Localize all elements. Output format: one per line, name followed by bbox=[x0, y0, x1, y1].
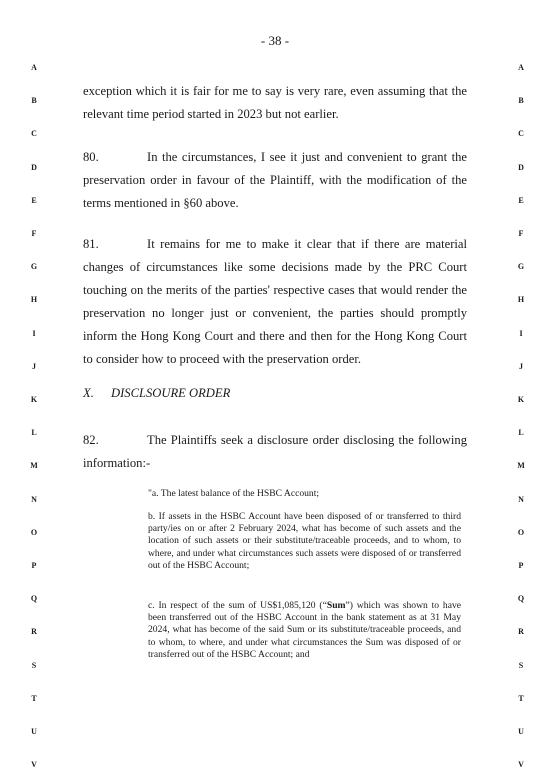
section-heading bbox=[83, 386, 230, 401]
margin-letter-left: R bbox=[31, 627, 37, 636]
margin-letter-left: A bbox=[31, 63, 37, 72]
margin-letter-left: K bbox=[30, 395, 38, 404]
margin-letter-right: L bbox=[518, 428, 524, 437]
margin-letter-left: B bbox=[31, 96, 37, 105]
margin-letter-right: T bbox=[518, 694, 524, 703]
margin-letter-left: V bbox=[31, 760, 37, 769]
margin-letter-left: Q bbox=[30, 594, 38, 603]
paragraph-number: 81. bbox=[83, 237, 99, 251]
margin-letter-right: B bbox=[518, 96, 524, 105]
paragraph-79-continuation: exception which it is fair for me to say is very rare, even assuming that the relevant time period started in 2023 but not earlier. bbox=[83, 84, 467, 121]
margin-letter-right: N bbox=[518, 495, 524, 504]
defined-term-sum: Sum bbox=[326, 600, 346, 611]
quote-item-b: b. If assets in the HSBC Account have been disposed of or transferred to third party/ies on or after 2 February 2024, what has become of such assets and the location of such assets or their substitute/traceable proceeds, and to whom, to where, and under what circumstances such assets were disposed of or transferred out of the HSBC Account; bbox=[148, 511, 461, 571]
margin-letter-right: G bbox=[517, 262, 525, 271]
margin-letter-right: Q bbox=[517, 594, 525, 603]
margin-letter-left: S bbox=[31, 661, 37, 670]
paragraph-text: In the circumstances, I see it just and convenient to grant the preservation order in favour of the Plaintiff, with the modification of the terms mentioned in §60 above. bbox=[83, 150, 467, 210]
section-number: X. bbox=[83, 386, 94, 400]
quote-item-a: "a. The latest balance of the HSBC Account; bbox=[148, 488, 320, 499]
paragraph-number: 82. bbox=[83, 433, 99, 447]
margin-letter-left: L bbox=[31, 428, 37, 437]
paragraph-number: 80. bbox=[83, 150, 99, 164]
paragraph-82 bbox=[83, 429, 467, 475]
margin-letter-left: P bbox=[31, 561, 37, 570]
margin-letter-right: F bbox=[518, 229, 524, 238]
margin-letter-left: J bbox=[32, 362, 36, 371]
margin-letter-right: C bbox=[518, 129, 524, 138]
paragraph-text: The Plaintiffs seek a disclosure order disclosing the following information:- bbox=[83, 433, 467, 470]
margin-letter-left: O bbox=[30, 528, 38, 537]
margin-letter-left: G bbox=[30, 262, 38, 271]
margin-letter-right: S bbox=[518, 661, 524, 670]
section-title: DISCLSOURE ORDER bbox=[111, 386, 231, 400]
margin-letter-right: V bbox=[518, 760, 524, 769]
margin-letter-right: H bbox=[517, 295, 525, 304]
margin-letter-right: D bbox=[518, 163, 524, 172]
margin-letter-left: T bbox=[31, 694, 37, 703]
margin-letter-left: C bbox=[31, 129, 37, 138]
margin-letter-right: U bbox=[518, 727, 524, 736]
margin-letter-left: M bbox=[30, 461, 38, 470]
margin-letter-right: R bbox=[518, 627, 524, 636]
margin-letter-left: E bbox=[31, 196, 37, 205]
quote-c-text-start: c. In respect of the sum of US$1,085,120 (“ bbox=[148, 600, 327, 611]
margin-letter-left: H bbox=[30, 295, 38, 304]
quote-item-c bbox=[148, 600, 461, 661]
margin-letter-left: U bbox=[31, 727, 37, 736]
margin-letter-right: E bbox=[518, 196, 524, 205]
paragraph-text: It remains for me to make it clear that if there are material changes of circumstances like some decisions made by the PRC Court touching on the merits of the parties' respective cases that would render the preservation no longer just or convenient, the parties should promptly inform the Hong Kong Court and there and then for the Hong Kong Court to consider how to proceed with the preservation order. bbox=[83, 237, 467, 366]
page-number: - 38 - bbox=[260, 33, 290, 48]
margin-letter-left: N bbox=[31, 495, 37, 504]
margin-letter-right: J bbox=[519, 362, 523, 371]
margin-letter-right: A bbox=[518, 63, 524, 72]
paragraph-81 bbox=[83, 233, 467, 371]
margin-letter-right: K bbox=[517, 395, 525, 404]
margin-letter-left: D bbox=[31, 163, 37, 172]
margin-letter-right: P bbox=[518, 561, 524, 570]
margin-letter-right: O bbox=[517, 528, 525, 537]
margin-letter-left: F bbox=[31, 229, 37, 238]
margin-letter-right: M bbox=[517, 461, 525, 470]
margin-letter-right: I bbox=[519, 329, 523, 338]
margin-letter-left: I bbox=[32, 329, 36, 338]
quote-c-text-end: ”) which was shown to have been transferred out of the HSBC Account in the bank statement as at 31 May 2024, what has become of the said Sum or its substitute/traceable proceeds, and to whom, to where, and under what circumstances the Sum was disposed of or transferred out of the HSBC Account; and bbox=[148, 600, 462, 660]
paragraph-80 bbox=[83, 146, 467, 215]
